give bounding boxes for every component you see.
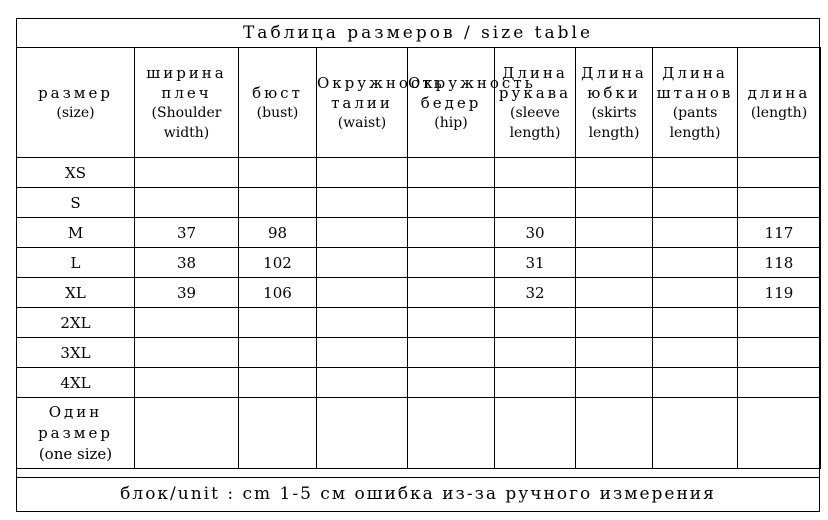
table-cell-waist (317, 308, 408, 338)
header-length: длина (length) (738, 48, 821, 158)
table-cell-length: 119 (738, 278, 821, 308)
table-cell-bust: 102 (239, 248, 317, 278)
header-bust: бюст (bust) (239, 48, 317, 158)
table-row (17, 278, 821, 308)
table-cell-length (738, 158, 821, 188)
table-cell-hip (408, 308, 495, 338)
table-cell-pants (653, 158, 738, 188)
table-cell-pants (653, 218, 738, 248)
table-cell-hip (408, 248, 495, 278)
table-cell-pants (653, 338, 738, 368)
table-cell-shoulder: 39 (135, 278, 239, 308)
table-cell (408, 398, 495, 469)
header-row (17, 48, 821, 158)
header-pants: Длина штанов (pants length) (653, 48, 738, 158)
table-cell-pants (653, 188, 738, 218)
table-cell-skirt (576, 248, 653, 278)
size-label: L (17, 248, 135, 278)
header-shoulder: ширина плеч (Shoulder width) (135, 48, 239, 158)
table-cell-waist (317, 368, 408, 398)
size-label: 3XL (17, 338, 135, 368)
table-cell-waist (317, 188, 408, 218)
table-cell-shoulder (135, 158, 239, 188)
table-row (17, 368, 821, 398)
header-hip: Окружность бедер (hip) (408, 48, 495, 158)
header-skirt: Длина юбки (skirts length) (576, 48, 653, 158)
size-label: XS (17, 158, 135, 188)
size-label: XL (17, 278, 135, 308)
table-cell-hip (408, 188, 495, 218)
table-cell (135, 398, 239, 469)
table-row (17, 218, 821, 248)
table-cell-waist (317, 338, 408, 368)
table-cell-waist (317, 218, 408, 248)
table-cell-sleeve: 32 (495, 278, 576, 308)
table-cell-skirt (576, 338, 653, 368)
table-cell-bust (239, 338, 317, 368)
header-waist: Окружность талии (waist) (317, 48, 408, 158)
table-cell-bust (239, 158, 317, 188)
table-cell (738, 398, 821, 469)
table-cell-length (738, 368, 821, 398)
table-cell-bust (239, 188, 317, 218)
table-cell-bust: 98 (239, 218, 317, 248)
table-cell (317, 398, 408, 469)
table-cell-shoulder: 38 (135, 248, 239, 278)
size-table (16, 47, 821, 469)
table-cell-length (738, 188, 821, 218)
table-cell-shoulder (135, 308, 239, 338)
table-cell-sleeve (495, 368, 576, 398)
table-cell-waist (317, 278, 408, 308)
table-cell-waist (317, 158, 408, 188)
size-label: 4XL (17, 368, 135, 398)
table-cell-hip (408, 218, 495, 248)
table-cell (239, 398, 317, 469)
table-cell-sleeve: 31 (495, 248, 576, 278)
table-cell-skirt (576, 158, 653, 188)
table-cell-waist (317, 248, 408, 278)
table-cell-skirt (576, 308, 653, 338)
table-cell-pants (653, 308, 738, 338)
table-cell-length (738, 308, 821, 338)
table-footer: блок/unit : cm 1-5 см ошибка из-за ручного измерения (16, 477, 820, 512)
header-sleeve: Длина рукава (sleeve length) (495, 48, 576, 158)
table-cell-pants (653, 248, 738, 278)
table-cell-sleeve (495, 338, 576, 368)
size-label: S (17, 188, 135, 218)
table-cell-shoulder (135, 368, 239, 398)
table-cell-bust (239, 368, 317, 398)
one-size-row (17, 398, 821, 469)
table-cell-sleeve (495, 308, 576, 338)
table-cell (653, 398, 738, 469)
table-cell-skirt (576, 218, 653, 248)
one-size-label: Один размер (one size) (17, 398, 135, 469)
table-cell-pants (653, 278, 738, 308)
table-cell-sleeve: 30 (495, 218, 576, 248)
table-cell-skirt (576, 188, 653, 218)
table-row (17, 338, 821, 368)
table-cell-skirt (576, 368, 653, 398)
table-cell-hip (408, 278, 495, 308)
table-cell-bust (239, 308, 317, 338)
table-title: Таблица размеров / size table (16, 18, 820, 48)
table-cell-length (738, 338, 821, 368)
table-cell-shoulder (135, 188, 239, 218)
table-cell-bust: 106 (239, 278, 317, 308)
table-row (17, 248, 821, 278)
table-cell-sleeve (495, 158, 576, 188)
table-cell-pants (653, 368, 738, 398)
table-row (17, 158, 821, 188)
size-label: M (17, 218, 135, 248)
table-cell-skirt (576, 278, 653, 308)
table-cell-shoulder (135, 338, 239, 368)
table-cell (576, 398, 653, 469)
table-cell-length: 117 (738, 218, 821, 248)
table-cell (495, 398, 576, 469)
table-cell-hip (408, 338, 495, 368)
table-cell-hip (408, 158, 495, 188)
table-row (17, 188, 821, 218)
table-cell-shoulder: 37 (135, 218, 239, 248)
size-label: 2XL (17, 308, 135, 338)
table-row (17, 308, 821, 338)
header-size: размер (size) (17, 48, 135, 158)
table-cell-hip (408, 368, 495, 398)
table-cell-sleeve (495, 188, 576, 218)
table-cell-length: 118 (738, 248, 821, 278)
